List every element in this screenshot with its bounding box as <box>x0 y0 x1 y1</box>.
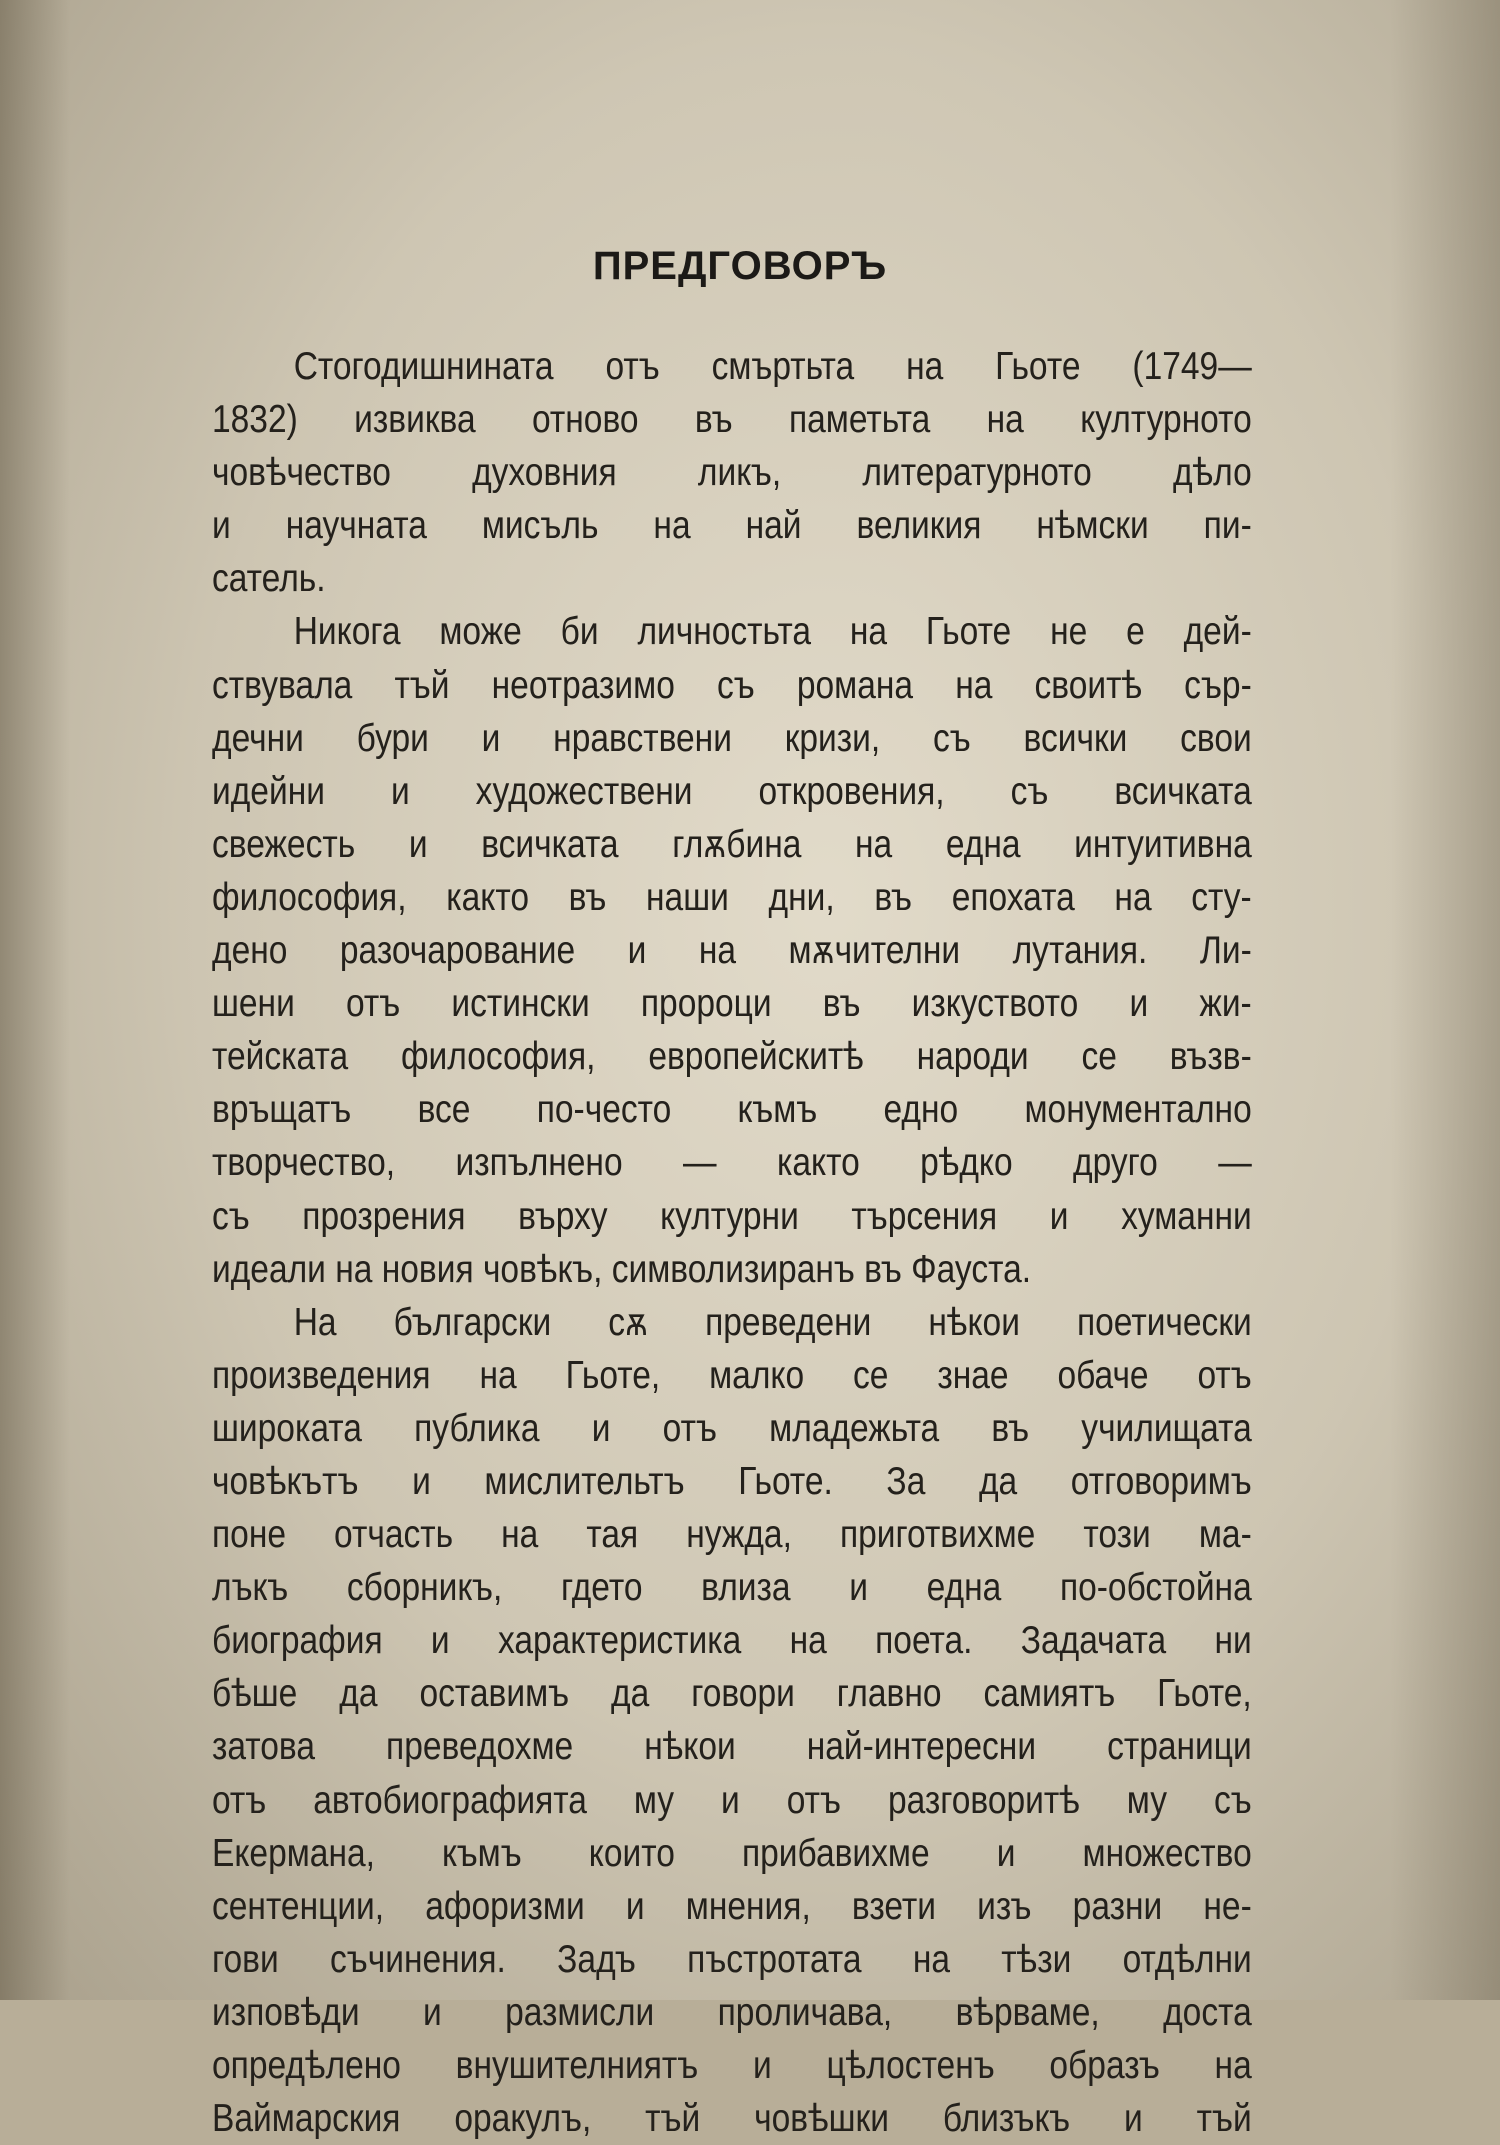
text-line: гови съчинения. Задъ пъстротата на тѣзи отдѣлни <box>212 1937 1252 1981</box>
text-line: връщатъ все по-често къмъ едно монументално <box>212 1088 1252 1132</box>
text-line: идеали на новия човѣкъ, символизиранъ въ Фауста. <box>212 1247 1032 1291</box>
text-line: лъкъ сборникъ, гдето влиза и една по-обстойна <box>212 1566 1252 1610</box>
text-line: На български сѫ преведени нѣкои поетически <box>293 1300 1252 1344</box>
text-line: произведения на Гьоте, малко се знае обаче отъ <box>212 1353 1252 1397</box>
page-title: ПРЕДГОВОРЪ <box>592 244 888 288</box>
text-line: широката публика и отъ младежьта въ училищата <box>212 1406 1252 1450</box>
text-line: 1832) извиква отново въ паметьта на културното <box>212 398 1252 442</box>
text-line: опредѣлено внушителниятъ и цѣлостенъ образъ на <box>212 2044 1252 2087</box>
text-line: човѣкътъ и мислительтъ Гьоте. За да отговоримъ <box>212 1459 1252 1503</box>
text-line: съ прозрения върху културни търсения и хуманни <box>212 1194 1252 1238</box>
text-line: Екермана, къмъ които прибавихме и множество <box>212 1831 1252 1875</box>
text-line: поне отчасть на тая нужда, приготвихме този ма- <box>212 1513 1252 1557</box>
text-line: дечни бури и нравствени кризи, съ всички свои <box>212 716 1252 760</box>
text-line: Ваймарския оракулъ, тъй човѣшки близъкъ и тъй <box>212 2097 1252 2141</box>
page-gutter-shadow <box>0 0 70 2000</box>
text-line: човѣчество духовния ликъ, литературното дѣло <box>212 451 1252 495</box>
text-line: биография и характеристика на поета. Задачата ни <box>212 1619 1252 1663</box>
text-line: отъ автобиографията му и отъ разговоритѣ му съ <box>212 1778 1252 1822</box>
text-line: ствувала тъй неотразимо съ романа на своитѣ сър- <box>212 663 1252 707</box>
text-line: шени отъ истински пророци въ изкуството и жи- <box>212 982 1252 1026</box>
text-line: Никога може би личностьта на Гьоте не е дей- <box>293 610 1252 654</box>
text-line: тейската философия, европейскитѣ народи се възв- <box>212 1035 1252 1079</box>
text-line: творчество, изпълнено — както рѣдко друго — <box>212 1141 1252 1185</box>
text-line: изповѣди и размисли проличава, вѣрваме, доста <box>212 1990 1252 2034</box>
text-line: сатель. <box>212 557 326 601</box>
text-line: дено разочарование и на мѫчителни лутания. Ли- <box>212 929 1252 973</box>
text-line: сентенции, афоризми и мнения, взети изъ разни не- <box>212 1884 1252 1928</box>
body-text <box>212 340 1252 2145</box>
text-line: свежесть и всичката глѫбина на една интуитивна <box>212 822 1252 866</box>
text-line: идейни и художествени откровения, съ всичката <box>212 769 1252 813</box>
text-line: философия, както въ наши дни, въ епохата на сту- <box>212 875 1252 919</box>
page-edge-shadow <box>1390 0 1500 2000</box>
text-line: и научната мисъль на най великия нѣмски пи- <box>212 504 1252 548</box>
text-line: бѣше да оставимъ да говори главно самиятъ Гьоте, <box>212 1672 1252 1716</box>
text-line: Стогодишнината отъ смъртьта на Гьоте (1749— <box>293 345 1252 388</box>
text-line: затова преведохме нѣкои най-интересни страници <box>212 1725 1252 1769</box>
